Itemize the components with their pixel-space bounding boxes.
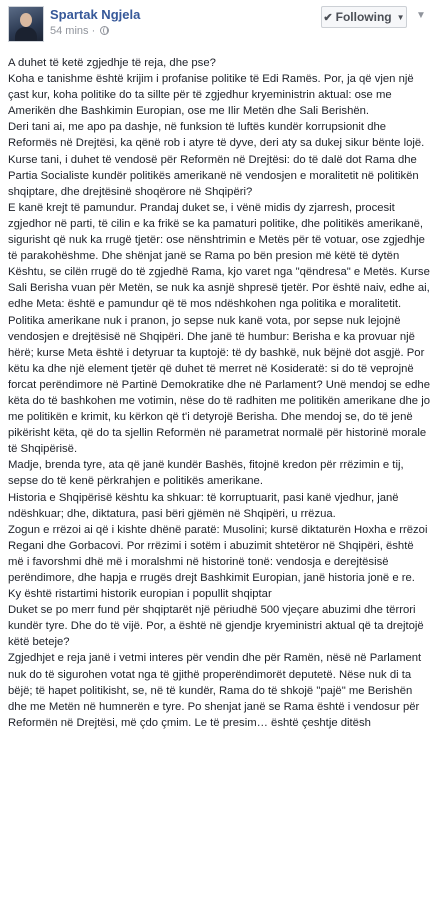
post-header	[0, 0, 433, 52]
post-paragraph: Historia e Shqipërisë kështu ka shkuar: të korruptuarit, pasi kanë vjedhur, janë ndëshkuar; dhe, diktatura, pasi bëri gjëmën në Shqipëri, u rrëzua.	[8, 491, 399, 520]
post-paragraph: Kështu, se cilën rrugë do të zgjedhë Rama, kjo varet nga "qëndresa" e Metës. Kurse Sali Berisha vuan për Metën, se nuk ka asnjë shpresë tjetër. Por është naiv, edhe ai, edhe Meta: është e pamundur që të mos ndëshkohen nga politika e moralitetit. Politika amerikane nuk i pranon, jo sepse nuk kanë vota, por sepse nuk lejojnë vendosjen e drejtësisë në Shqipëri. Dhe janë të humbur: Berisha e ka provuar një hërë; kurse Meta është i detyruar ta kuptojë: të dy bashkë, nuk bëjnë dot asgjë. Por këtu ka dhe një element tjetër që duhet të merret në Kosideratë: si do të veprojnë forcat perëndimore në Partinë Demokratike dhe në Parlament? Unë mendoj se edhe këta do të bashkohen me votimin, nëse do të radhiten me politikën amerikane dhe jo me politikën e krimit, ku kërkon që t'i detyrojë Berisha. Dhe mendoj se, do të jenë pikërisht këta, që do ta sjellin Reformën në parametrat normalë për historinë morale të Shqipërisë.	[8, 266, 431, 456]
dropdown-arrow-icon: ▼	[396, 12, 405, 22]
author-avatar[interactable]	[8, 6, 44, 42]
post-timestamp[interactable]: 54 mins	[50, 25, 89, 37]
post-paragraph: Zogun e rrëzoi ai që i kishte dhënë paratë: Musolini; kursë diktaturën Hoxha e rrëzoi Regani dhe Gorbacovi. Por rrëzimi i sotëm i abuzimit shtetëror në Shqipëri, është më i favorshmi dhë më i moralshmi në historinë tonë: vendosja e derejtësisë perëndimore, dhe hapja e rrugës drejt Bashkimit Europian, janë historia jonë e re. Ky është ristartimi historik europian i popullit shqiptar	[8, 523, 428, 601]
post-paragraph: E kanë krejt të pamundur. Prandaj duket se, i vënë midis dy zjarresh, procesit zgjedhor në parti, të cilin e ka frikë se ka pamaturi politike, dhe politikës amerikanë, sigurisht që nuk ka rrugë tjetër: ose nënshtrimin e Metës për të votuar, ose zgjedhje të parakohëshme. Dhe shënjat janë se Rama po bën presion më këtë të dytën	[8, 201, 425, 263]
post-paragraph: Koha e tanishme është krijim i profanise politike të Edi Ramës. Por, ja që vjen një çast kur, koha politike do ta sillte për të zgjedhur kryeministrin aktual: ose me Amerikën dhe Bashkimin Europian, ose me Ilir Metën dhe Sali Berishën.	[8, 73, 414, 118]
separator-dot: ·	[91, 25, 99, 37]
post-body	[8, 55, 430, 731]
post-meta	[50, 25, 109, 37]
following-label: Following	[335, 10, 392, 24]
post-paragraph: Zgjedhjet e reja janë i vetmi interes për vendin dhe për Ramën, nësë në Parlament nuk do të sigurohen votat nga të gjithë properëndimorët deputetë. Nëse nuk di ta bëjë; të hapet politikisht, se, në të kundër, Rama do të shkojë "pajë" me Berishën dhe me Metën në humnerën e tyre. Po shenjat janë se Rama është i vendosur për Reformën në Drejtësi, më çdo çmim. Le të presim… është çeshtje ditësh	[8, 652, 422, 729]
globe-icon[interactable]	[100, 26, 109, 35]
avatar-body	[15, 27, 37, 41]
post-paragraph: A duhet të ketë zgjedhje të reja, dhe pse?	[8, 57, 216, 69]
following-button[interactable]	[321, 6, 407, 28]
check-icon: ✔	[323, 11, 333, 24]
author-name[interactable]: Spartak Ngjela	[50, 7, 141, 22]
avatar-face	[20, 13, 32, 27]
post-paragraph: Madje, brenda tyre, ata që janë kundër Bashës, fitojnë kredon për rrëzimin e tij, sepse do të kenë përkrahjen e politikës amerikane.	[8, 459, 404, 488]
post-paragraph: Duket se po merr fund për shqiptarët një përiudhë 500 vjeçare abuzimi dhe tërrori kundër tyre. Dhe do të vijë. Por, a është në gjendje kryeministri aktual që ta drejtojë këtë beteje?	[8, 604, 424, 649]
post-paragraph: Deri tani ai, me apo pa dashje, në funksion të luftës kundër korrupsionit dhe Reformës në Drejtësi, ka qënë rob i atyre të dyve, deri aty sa dukej sikur bënte lojë. Kurse tani, i duhet të vendosë për Reformën në Drejtësi: do të dalë dot Rama dhe Partia Socialiste kundër politikës amerikanë në vendosjen e moralitetit në politikën shqiptare, dhe drejtësinë shoqërore në Shqipëri?	[8, 121, 425, 198]
chevron-down-icon[interactable]: ▼	[416, 10, 426, 21]
